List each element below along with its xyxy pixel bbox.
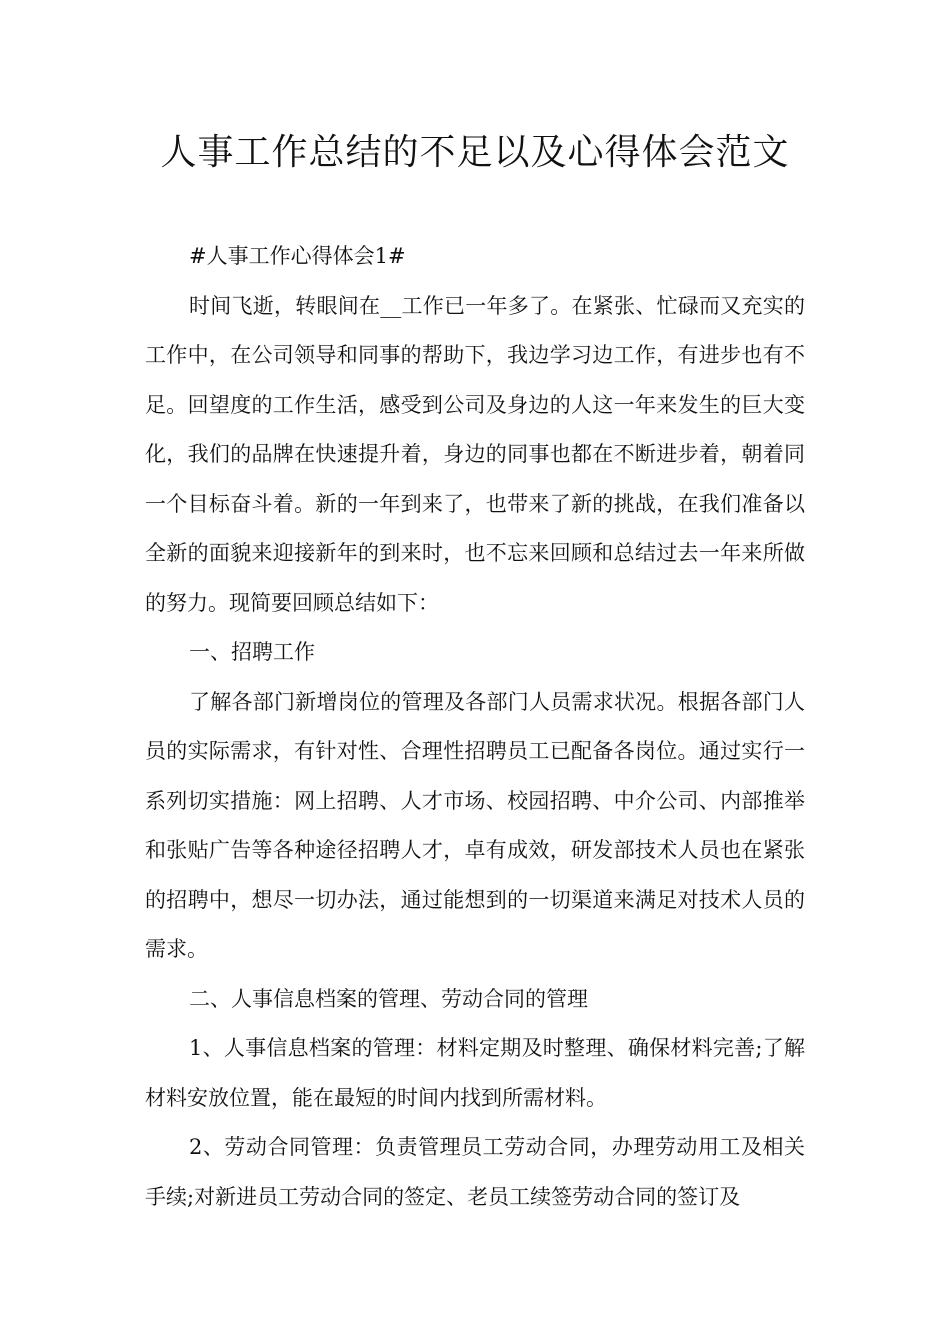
document-title: 人事工作总结的不足以及心得体会范文 (160, 132, 790, 173)
section-heading-1: #人事工作心得体会1# (189, 244, 406, 268)
recruitment-paragraph: 了解各部门新增岗位的管理及各部门人员需求状况。根据各部门人员的实际需求，有针对性、合理性招聘员工已配备各岗位。通过实行一系列切实措施：网上招聘、人才市场、校园招聘、中介公司、内部推举和张贴广告等各种途径招聘人才，卓有成效，研发部技术人员也在紧张的招聘中，想尽一切办法，通过能想到的一切渠道来满足对技术人员的需求。 (145, 689, 805, 961)
intro-paragraph: 时间飞逝，转眼间在__工作已一年多了。在紧张、忙碌而又充实的工作中，在公司领导和同事的帮助下，我边学习边工作，有进步也有不足。回望度的工作生活，感受到公司及身边的人这一年来发生的巨大变化，我们的品牌在快速提升着，身边的同事也都在不断进步着，朝着同一个目标奋斗着。新的一年到来了，也带来了新的挑战，在我们准备以全新的面貌来迎接新年的到来时，也不忘来回顾和总结过去一年来所做的努力。现简要回顾总结如下： (145, 293, 805, 615)
document-body (145, 232, 805, 1222)
records-paragraph: 1、人事信息档案的管理：材料定期及时整理、确保材料完善;了解材料安放位置，能在最短的时间内找到所需材料。 (145, 1036, 805, 1110)
section-heading-recruitment: 一、招聘工作 (189, 640, 315, 664)
contract-paragraph: 2、劳动合同管理：负责管理员工劳动合同，办理劳动用工及相关手续;对新进员工劳动合同的签定、老员工续签劳动合同的签订及 (145, 1135, 805, 1209)
section-heading-records: 二、人事信息档案的管理、劳动合同的管理 (189, 986, 588, 1011)
